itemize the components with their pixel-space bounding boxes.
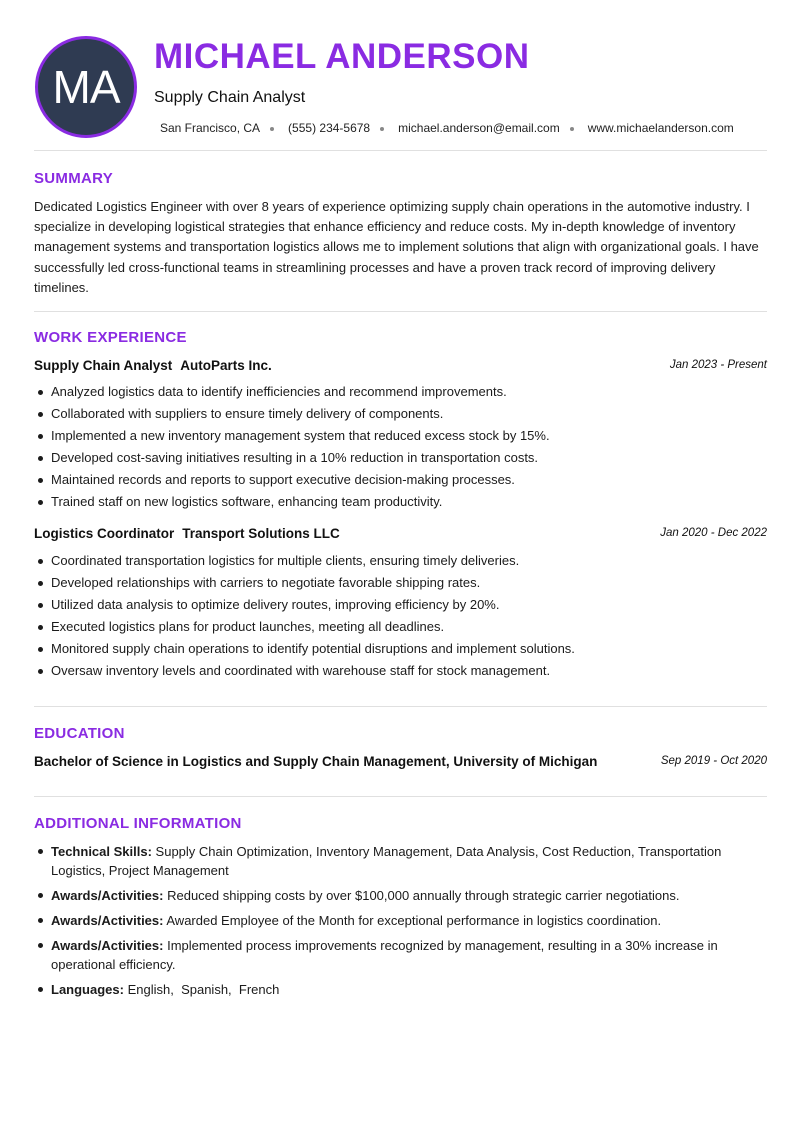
avatar: [35, 36, 137, 138]
separator-dot-icon: [270, 127, 274, 131]
list-item: Oversaw inventory levels and coordinated with warehouse staff for stock management.: [34, 662, 764, 684]
list-item: [34, 936, 764, 974]
info-text: Implemented process improvements recognized by management, resulting in a 30% increase in operational efficiency.: [51, 938, 718, 972]
separator-dot-icon: [380, 127, 384, 131]
info-label: Awards/Activities:: [51, 913, 164, 928]
info-label: Languages:: [51, 982, 124, 997]
contact-website[interactable]: www.michaelanderson.com: [587, 121, 734, 135]
additional-info-list: [34, 842, 764, 1005]
list-item: Trained staff on new logistics software, enhancing team productivity.: [34, 493, 764, 515]
job-dates: Jan 2020 - Dec 2022: [660, 527, 767, 539]
list-item: Developed relationships with carriers to negotiate favorable shipping rates.: [34, 574, 764, 596]
job-company: AutoParts Inc.: [180, 358, 272, 373]
list-item: [34, 842, 764, 880]
info-label: Awards/Activities:: [51, 888, 164, 903]
candidate-name: MICHAEL ANDERSON: [154, 37, 530, 76]
list-item: Analyzed logistics data to identify inefficiencies and recommend improvements.: [34, 383, 764, 405]
section-divider: [34, 796, 767, 797]
candidate-title: Supply Chain Analyst: [154, 89, 306, 106]
info-text: Supply Chain Optimization, Inventory Management, Data Analysis, Cost Reduction, Transportation Logistics, Project Management: [51, 844, 722, 878]
list-item: [34, 911, 764, 930]
education-heading: EDUCATION: [34, 725, 125, 742]
list-item: Monitored supply chain operations to identify potential disruptions and implement solutions.: [34, 640, 764, 662]
job-header: [34, 358, 767, 376]
list-item: [34, 980, 764, 999]
contact-email[interactable]: michael.anderson@email.com: [398, 121, 560, 135]
contact-phone: (555) 234-5678: [288, 121, 371, 135]
separator-dot-icon: [570, 127, 574, 131]
job-dates: Jan 2023 - Present: [669, 359, 767, 371]
job-role: Logistics Coordinator: [34, 526, 175, 541]
info-label: Technical Skills:: [51, 844, 152, 859]
list-item: Implemented a new inventory management system that reduced excess stock by 15%.: [34, 427, 764, 449]
job-bullet-list: [34, 383, 764, 515]
summary-text: Dedicated Logistics Engineer with over 8 years of experience optimizing supply chain operations in the automotive industry. I specialize in developing logistical strategies that enhance efficiency and reduce costs. My in-depth knowledge of inventory management systems and transportation logistics allows me to implement solutions that align with organizational goals. I have successfully led cross-functional teams in streamlining processes and have a proven track record of improving delivery timelines.: [34, 199, 759, 295]
list-item: Coordinated transportation logistics for multiple clients, ensuring timely deliveries.: [34, 552, 764, 574]
job-role: Supply Chain Analyst: [34, 358, 173, 373]
education-dates: Sep 2019 - Oct 2020: [660, 755, 767, 767]
list-item: Maintained records and reports to support executive decision-making processes.: [34, 471, 764, 493]
job-company: Transport Solutions LLC: [182, 526, 340, 541]
list-item: Developed cost-saving initiatives resulting in a 10% reduction in transportation costs.: [34, 449, 764, 471]
contact-bar: [160, 121, 734, 135]
info-label: Awards/Activities:: [51, 938, 164, 953]
info-text: English, Spanish, French: [127, 982, 280, 997]
education-entry: [34, 754, 767, 772]
education-degree: Bachelor of Science in Logistics and Supply Chain Management, University of Michigan: [34, 754, 598, 769]
list-item: Collaborated with suppliers to ensure timely delivery of components.: [34, 405, 764, 427]
avatar-initials: MA: [52, 61, 120, 113]
info-text: Awarded Employee of the Month for exceptional performance in logistics coordination.: [166, 913, 662, 928]
section-divider: [34, 706, 767, 707]
work-experience-heading: WORK EXPERIENCE: [34, 329, 187, 346]
additional-info-heading: ADDITIONAL INFORMATION: [34, 815, 242, 832]
section-divider: [34, 150, 767, 151]
contact-location: San Francisco, CA: [160, 121, 261, 135]
list-item: Utilized data analysis to optimize delivery routes, improving efficiency by 20%.: [34, 596, 764, 618]
section-divider: [34, 311, 767, 312]
list-item: [34, 886, 764, 905]
info-text: Reduced shipping costs by over $100,000 annually through strategic carrier negotiations.: [167, 888, 680, 903]
job-bullet-list: [34, 552, 764, 684]
job-header: [34, 526, 767, 544]
summary-heading: SUMMARY: [34, 170, 114, 187]
list-item: Executed logistics plans for product launches, meeting all deadlines.: [34, 618, 764, 640]
